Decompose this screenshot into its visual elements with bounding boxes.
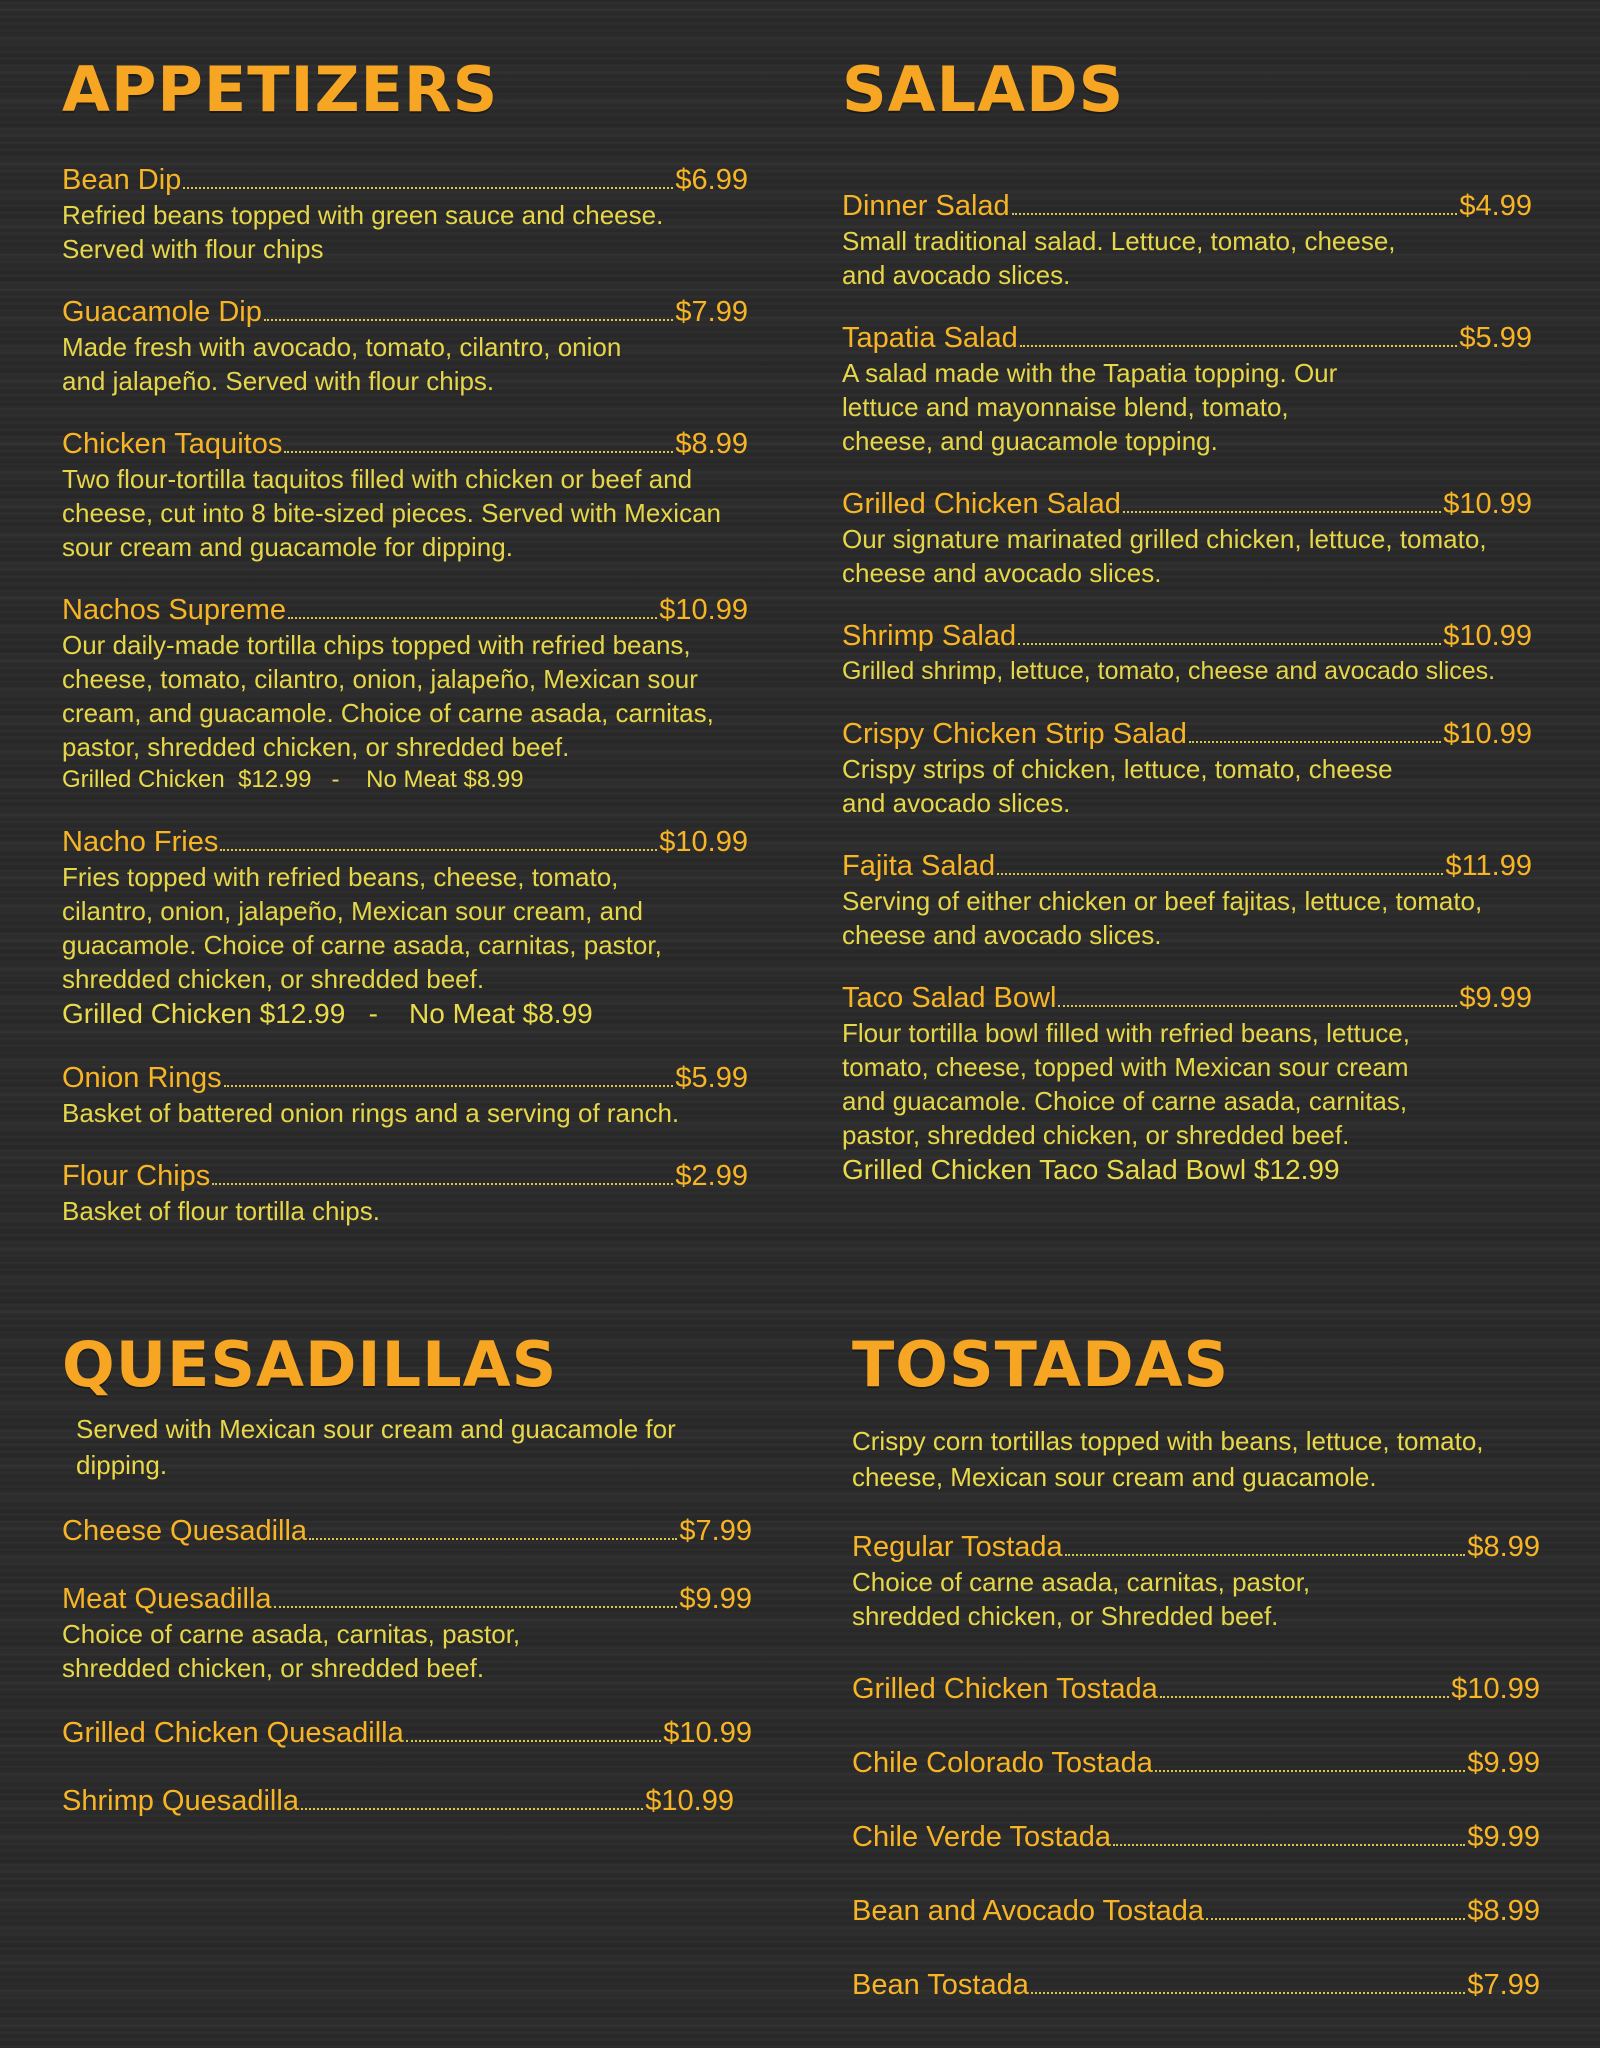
item-price: $10.99 <box>663 1717 752 1749</box>
item-description: Made fresh with avocado, tomato, cilantro, onion and jalapeño. Served with flour chips. <box>62 332 622 396</box>
item-price: $7.99 <box>679 1515 752 1547</box>
item-name: Bean Tostada <box>852 1969 1029 2001</box>
item-description: Fries topped with refried beans, cheese, tomato, cilantro, onion, jalapeño, Mexican sour cream, and guacamole. Choice of carne asada, carnitas, pastor, shredded chicken, or shredded beef. <box>62 862 662 994</box>
item-extra-pricing: Grilled Chicken Taco Salad Bowl $12.99 <box>842 1154 1340 1185</box>
dot-leader <box>274 1606 678 1608</box>
item-name: Regular Tostada <box>852 1531 1063 1563</box>
item-price: $4.99 <box>1459 190 1532 222</box>
dot-leader <box>1058 1005 1457 1007</box>
item-name: Onion Rings <box>62 1062 222 1094</box>
menu-item <box>62 162 748 266</box>
item-name: Bean Dip <box>62 164 182 196</box>
tostadas-heading: TOSTADAS <box>852 1328 1230 1401</box>
dot-leader <box>1206 1918 1465 1920</box>
item-price: $8.99 <box>1467 1531 1540 1563</box>
menu-item <box>62 1581 752 1685</box>
item-description: Our daily-made tortilla chips topped with refried beans, cheese, tomato, cilantro, onion, jalapeño, Mexican sour cream, and guacamole. Choice of carne asada, carnitas, pastor, shredded chicken, or shredded beef. <box>62 630 714 762</box>
menu-item <box>62 1060 748 1130</box>
item-description: Grilled shrimp, lettuce, tomato, cheese and avocado slices. <box>842 657 1496 685</box>
item-extra-pricing: Grilled Chicken $12.99 - No Meat $8.99 <box>62 998 593 1029</box>
item-price: $10.99 <box>1451 1673 1540 1705</box>
tostadas-note: Crispy corn tortillas topped with beans, lettuce, tomato, cheese, Mexican sour cream and guacamole. <box>852 1426 1484 1492</box>
item-price: $10.99 <box>1443 488 1532 520</box>
item-name: Chile Verde Tostada <box>852 1821 1112 1853</box>
menu-item <box>842 716 1532 820</box>
item-description: Choice of carne asada, carnitas, pastor, shredded chicken, or Shredded beef. <box>852 1567 1311 1631</box>
item-description: Our signature marinated grilled chicken, lettuce, tomato, cheese and avocado slices. <box>842 524 1487 588</box>
menu-item <box>852 1745 1540 1781</box>
item-name: Crispy Chicken Strip Salad <box>842 718 1187 750</box>
item-price: $10.99 <box>645 1785 734 1817</box>
tostadas-section <box>852 1325 1540 2003</box>
dot-leader <box>309 1538 677 1540</box>
dot-leader <box>1065 1554 1466 1556</box>
item-extra-pricing: Grilled Chicken $12.99 - No Meat $8.99 <box>62 766 524 793</box>
item-price: $8.99 <box>675 428 748 460</box>
item-description: Flour tortilla bowl filled with refried beans, lettuce, tomato, cheese, topped with Mexican sour cream and guacamole. Choice of carne asada, carnitas, pastor, shredded chicken, or shredded beef. <box>842 1018 1410 1150</box>
item-name: Chicken Taquitos <box>62 428 283 460</box>
appetizers-heading: APPETIZERS <box>62 53 499 126</box>
menu-item <box>62 294 748 398</box>
item-name: Nachos Supreme <box>62 594 287 626</box>
item-price: $9.99 <box>679 1583 752 1615</box>
item-price: $9.99 <box>1467 1821 1540 1853</box>
menu-item <box>842 486 1532 590</box>
menu-item <box>842 980 1532 1188</box>
item-price: $2.99 <box>675 1160 748 1192</box>
dot-leader <box>1123 511 1441 513</box>
item-description: Crispy strips of chicken, lettuce, tomato, cheese and avocado slices. <box>842 754 1393 818</box>
dot-leader <box>284 451 673 453</box>
item-price: $10.99 <box>1443 718 1532 750</box>
item-name: Grilled Chicken Salad <box>842 488 1121 520</box>
dot-leader <box>1189 741 1441 743</box>
item-price: $7.99 <box>1467 1969 1540 2001</box>
menu-item <box>852 1967 1540 2003</box>
menu-item <box>842 848 1532 952</box>
dot-leader <box>183 187 673 189</box>
dot-leader <box>288 617 657 619</box>
item-name: Flour Chips <box>62 1160 211 1192</box>
menu-item <box>852 1529 1540 1633</box>
dot-leader <box>1031 1992 1466 1994</box>
item-price: $9.99 <box>1459 982 1532 1014</box>
dot-leader <box>224 1085 674 1087</box>
appetizers-section <box>62 50 748 1228</box>
item-price: $9.99 <box>1467 1747 1540 1779</box>
item-name: Shrimp Quesadilla <box>62 1785 299 1817</box>
dot-leader <box>406 1740 662 1742</box>
menu-item <box>62 1513 752 1549</box>
item-description: Small traditional salad. Lettuce, tomato, cheese, and avocado slices. <box>842 226 1396 290</box>
item-name: Taco Salad Bowl <box>842 982 1057 1014</box>
dot-leader <box>1018 643 1441 645</box>
dot-leader <box>1160 1696 1450 1698</box>
menu-item <box>62 426 748 564</box>
dot-leader <box>1113 1844 1465 1846</box>
item-price: $10.99 <box>1443 620 1532 652</box>
item-description: Serving of either chicken or beef fajitas, lettuce, tomato, cheese and avocado slices. <box>842 886 1483 950</box>
item-name: Guacamole Dip <box>62 296 262 328</box>
item-name: Grilled Chicken Quesadilla <box>62 1717 404 1749</box>
item-name: Chile Colorado Tostada <box>852 1747 1153 1779</box>
item-name: Dinner Salad <box>842 190 1010 222</box>
item-description: A salad made with the Tapatia topping. Our lettuce and mayonnaise blend, tomato, cheese, and guacamole topping. <box>842 358 1338 456</box>
item-name: Shrimp Salad <box>842 620 1017 652</box>
item-price: $7.99 <box>675 296 748 328</box>
menu-item <box>842 320 1532 458</box>
item-description: Two flour-tortilla taquitos filled with chicken or beef and cheese, cut into 8 bite-sized pieces. Served with Mexican sour cream and guacamole for dipping. <box>62 464 722 562</box>
menu-item <box>62 592 748 796</box>
menu-item <box>62 1715 752 1751</box>
menu-item <box>62 1158 748 1228</box>
menu-item <box>852 1819 1540 1855</box>
item-price: $10.99 <box>659 594 748 626</box>
item-name: Cheese Quesadilla <box>62 1515 308 1547</box>
dot-leader <box>212 1183 673 1185</box>
item-name: Bean and Avocado Tostada <box>852 1895 1205 1927</box>
item-description: Basket of battered onion rings and a serving of ranch. <box>62 1098 680 1128</box>
item-name: Grilled Chicken Tostada <box>852 1673 1158 1705</box>
dot-leader <box>220 849 657 851</box>
dot-leader <box>264 319 674 321</box>
quesadillas-section <box>62 1325 752 1819</box>
dot-leader <box>301 1808 643 1810</box>
item-price: $6.99 <box>675 164 748 196</box>
dot-leader <box>997 873 1443 875</box>
item-price: $11.99 <box>1445 850 1532 882</box>
dot-leader <box>1020 345 1458 347</box>
salads-heading: SALADS <box>842 53 1125 126</box>
item-price: $10.99 <box>659 826 748 858</box>
item-price: $5.99 <box>1459 322 1532 354</box>
menu-item <box>62 824 748 1032</box>
item-description: Choice of carne asada, carnitas, pastor, shredded chicken, or shredded beef. <box>62 1619 521 1683</box>
item-name: Fajita Salad <box>842 850 996 882</box>
menu-item <box>852 1893 1540 1929</box>
dot-leader <box>1155 1770 1465 1772</box>
item-price: $8.99 <box>1467 1895 1540 1927</box>
item-name: Nacho Fries <box>62 826 219 858</box>
dot-leader <box>1012 213 1458 215</box>
menu-item <box>842 618 1532 688</box>
quesadillas-heading: QUESADILLAS <box>62 1328 558 1401</box>
item-price: $5.99 <box>675 1062 748 1094</box>
menu-item <box>842 188 1532 292</box>
menu-item <box>62 1783 734 1819</box>
item-description: Basket of flour tortilla chips. <box>62 1196 380 1226</box>
item-name: Meat Quesadilla <box>62 1583 272 1615</box>
quesadillas-note: Served with Mexican sour cream and guacamole for dipping. <box>76 1414 676 1480</box>
menu-item <box>852 1671 1540 1707</box>
salads-section <box>842 50 1532 1188</box>
item-description: Refried beans topped with green sauce and cheese. Served with flour chips <box>62 200 664 264</box>
item-name: Tapatia Salad <box>842 322 1018 354</box>
